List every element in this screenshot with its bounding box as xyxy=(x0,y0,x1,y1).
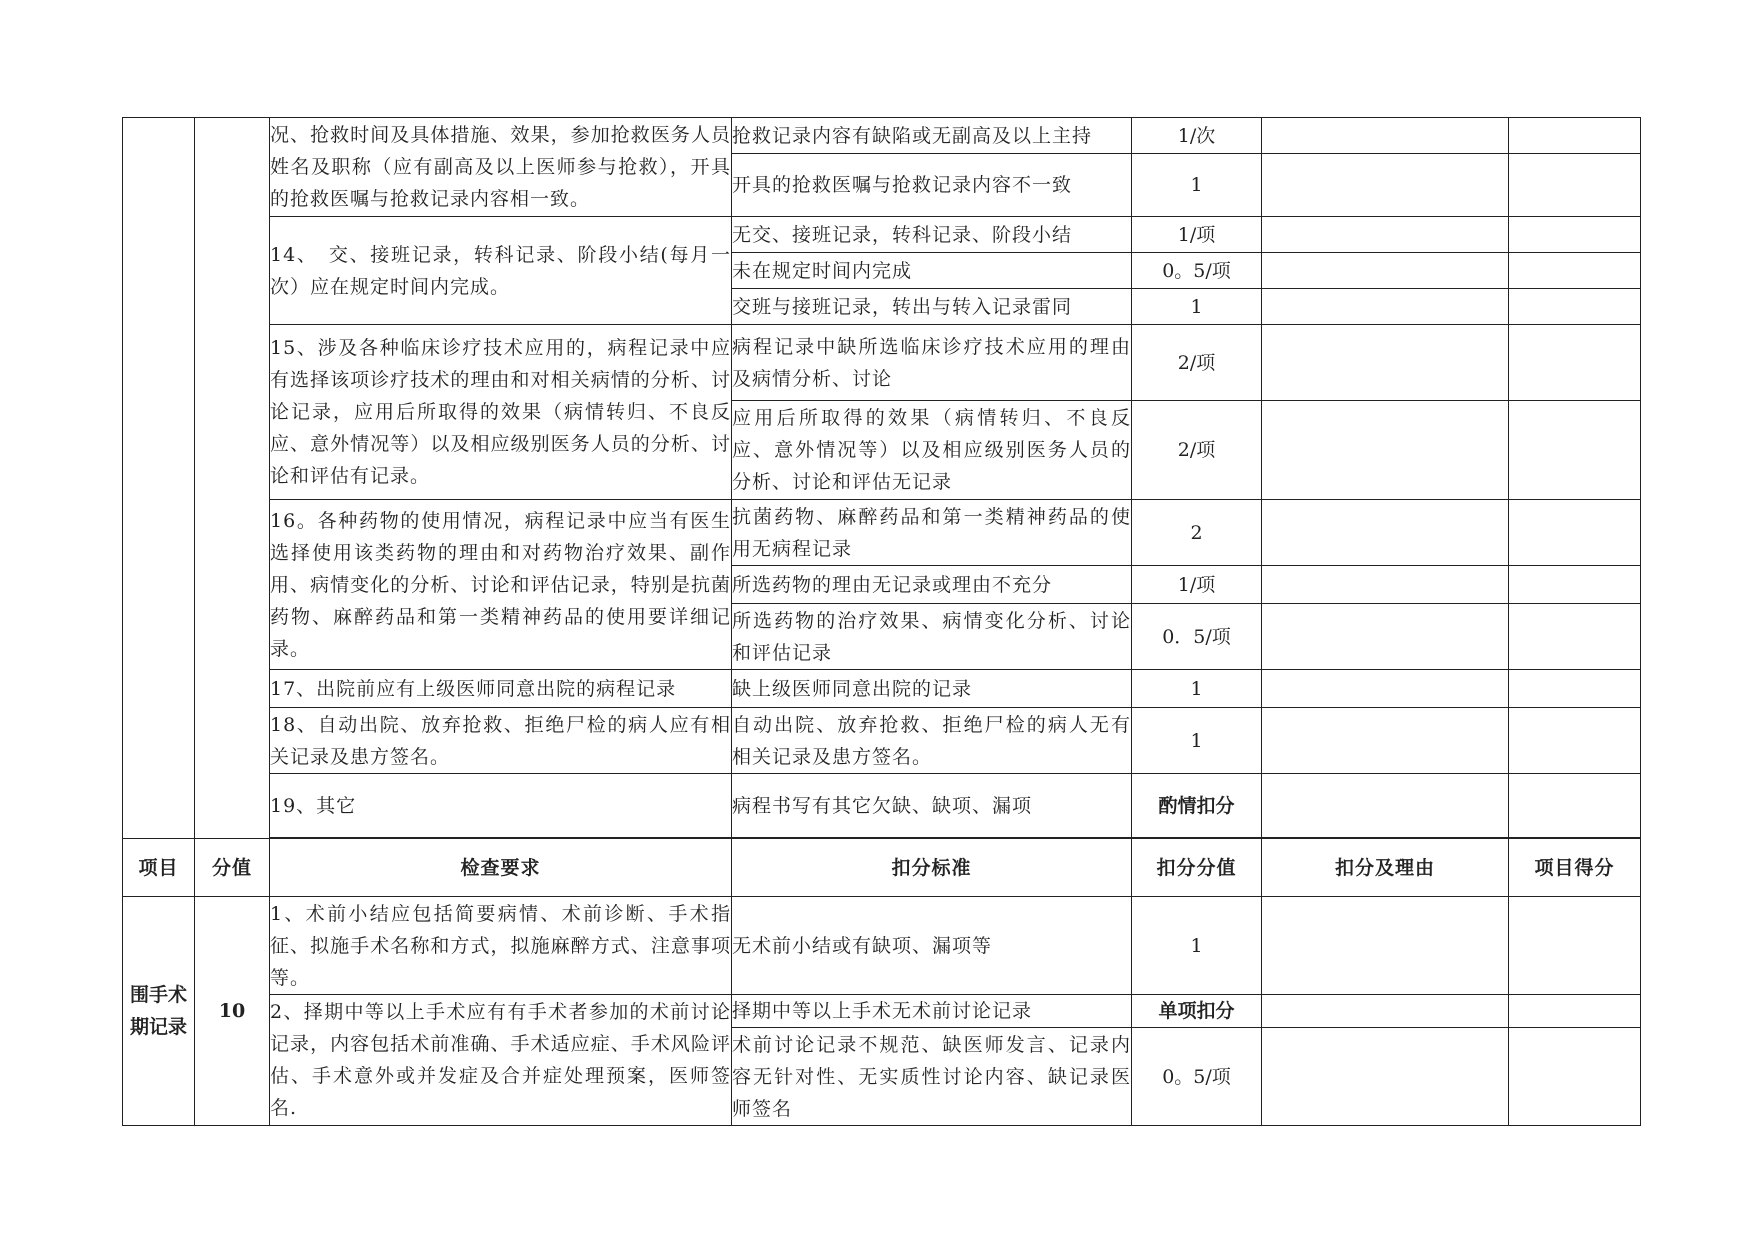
standard-cell: 抗菌药物、麻醉药品和第一类精神药品的使用无病程记录 xyxy=(732,500,1132,566)
requirement-cell: 14、 交、接班记录，转科记录、阶段小结(每月一次）应在规定时间内完成。 xyxy=(270,217,732,325)
requirement-cell: 19、其它 xyxy=(270,774,732,838)
standard-cell: 病程记录中缺所选临床诊疗技术应用的理由及病情分析、讨论 xyxy=(732,325,1132,401)
deduction-value-cell: 1/项 xyxy=(1132,566,1262,604)
item-score-cell[interactable] xyxy=(1509,325,1641,401)
deduction-value-cell: 1 xyxy=(1132,154,1262,217)
deduction-value-cell: 0．5/项 xyxy=(1132,604,1262,670)
deduction-value-cell: 1 xyxy=(1132,670,1262,708)
deduction-value-cell: 0。5/项 xyxy=(1132,1028,1262,1126)
deduction-value-cell: 0。5/项 xyxy=(1132,253,1262,289)
item-score-cell[interactable] xyxy=(1509,217,1641,253)
deduction-value-cell: 1/项 xyxy=(1132,217,1262,253)
deduction-reason-cell[interactable] xyxy=(1262,1028,1509,1126)
standard-cell: 应用后所取得的效果（病情转归、不良反应、意外情况等）以及相应级别医务人员的分析、讨论和评估无记录 xyxy=(732,401,1132,500)
standard-cell: 所选药物的治疗效果、病情变化分析、讨论和评估记录 xyxy=(732,604,1132,670)
requirement-cell: 16。各种药物的使用情况，病程记录中应当有医生选择使用该类药物的理由和对药物治疗效果、副作用、病情变化的分析、讨论和评估记录，特别是抗菌药物、麻醉药品和第一类精神药品的使用要详细记录。 xyxy=(270,500,732,670)
header-standard: 扣分标准 xyxy=(732,839,1132,897)
deduction-value-cell: 单项扣分 xyxy=(1132,995,1262,1028)
standard-cell: 开具的抢救医嘱与抢救记录内容不一致 xyxy=(732,154,1132,217)
item-score-cell[interactable] xyxy=(1509,401,1641,500)
standard-cell: 无术前小结或有缺项、漏项等 xyxy=(732,897,1132,995)
item-cell-continued xyxy=(123,118,195,839)
item-score-cell[interactable] xyxy=(1509,995,1641,1028)
deduction-reason-cell[interactable] xyxy=(1262,774,1509,838)
header-deduction-value: 扣分分值 xyxy=(1132,839,1262,897)
deduction-value-cell: 2 xyxy=(1132,500,1262,566)
deduction-reason-cell[interactable] xyxy=(1262,289,1509,325)
item-score-cell[interactable] xyxy=(1509,289,1641,325)
deduction-reason-cell[interactable] xyxy=(1262,217,1509,253)
section-name: 围手术期记录 xyxy=(123,897,195,1126)
item-score-cell[interactable] xyxy=(1509,500,1641,566)
deduction-reason-cell[interactable] xyxy=(1262,897,1509,995)
standard-cell: 自动出院、放弃抢救、拒绝尸检的病人无有相关记录及患方签名。 xyxy=(732,708,1132,774)
item-score-cell[interactable] xyxy=(1509,670,1641,708)
deduction-reason-cell[interactable] xyxy=(1262,253,1509,289)
standard-cell: 所选药物的理由无记录或理由不充分 xyxy=(732,566,1132,604)
item-score-cell[interactable] xyxy=(1509,566,1641,604)
item-score-cell[interactable] xyxy=(1509,708,1641,774)
deduction-reason-cell[interactable] xyxy=(1262,708,1509,774)
deduction-reason-cell[interactable] xyxy=(1262,325,1509,401)
deduction-reason-cell[interactable] xyxy=(1262,154,1509,217)
header-item-score: 项目得分 xyxy=(1509,839,1641,897)
deduction-reason-cell[interactable] xyxy=(1262,500,1509,566)
item-score-cell[interactable] xyxy=(1509,774,1641,838)
standard-cell: 术前讨论记录不规范、缺医师发言、记录内容无针对性、无实质性讨论内容、缺记录医师签名 xyxy=(732,1028,1132,1126)
deduction-reason-cell[interactable] xyxy=(1262,670,1509,708)
deduction-reason-cell[interactable] xyxy=(1262,566,1509,604)
standard-cell: 缺上级医师同意出院的记录 xyxy=(732,670,1132,708)
deduction-value-cell: 2/项 xyxy=(1132,401,1262,500)
standard-cell: 未在规定时间内完成 xyxy=(732,253,1132,289)
deduction-reason-cell[interactable] xyxy=(1262,995,1509,1028)
item-score-cell[interactable] xyxy=(1509,1028,1641,1126)
section-score: 10 xyxy=(195,897,270,1126)
deduction-reason-cell[interactable] xyxy=(1262,118,1509,154)
item-score-cell[interactable] xyxy=(1509,897,1641,995)
deduction-value-cell: 2/项 xyxy=(1132,325,1262,401)
deduction-value-cell: 1/次 xyxy=(1132,118,1262,154)
inspection-table xyxy=(122,117,1641,1126)
deduction-value-cell: 1 xyxy=(1132,708,1262,774)
header-requirement: 检查要求 xyxy=(270,839,732,897)
standard-cell: 病程书写有其它欠缺、缺项、漏项 xyxy=(732,774,1132,838)
standard-cell: 交班与接班记录，转出与转入记录雷同 xyxy=(732,289,1132,325)
standard-cell: 抢救记录内容有缺陷或无副高及以上主持 xyxy=(732,118,1132,154)
score-cell-continued xyxy=(195,118,270,839)
requirement-cell: 况、抢救时间及具体措施、效果，参加抢救医务人员姓名及职称（应有副高及以上医师参与抢救），开具的抢救医嘱与抢救记录内容相一致。 xyxy=(270,118,732,217)
requirement-cell: 1、术前小结应包括简要病情、术前诊断、手术指征、拟施手术名称和方式，拟施麻醉方式、注意事项等。 xyxy=(270,897,732,995)
item-score-cell[interactable] xyxy=(1509,118,1641,154)
requirement-cell: 15、涉及各种临床诊疗技术应用的，病程记录中应有选择该项诊疗技术的理由和对相关病情的分析、讨论记录，应用后所取得的效果（病情转归、不良反应、意外情况等）以及相应级别医务人员的分析、讨论和评估有记录。 xyxy=(270,325,732,500)
deduction-value-cell: 1 xyxy=(1132,289,1262,325)
header-score: 分值 xyxy=(195,839,270,897)
requirement-cell: 17、出院前应有上级医师同意出院的病程记录 xyxy=(270,670,732,708)
header-deduction-reason: 扣分及理由 xyxy=(1262,839,1509,897)
requirement-cell: 2、择期中等以上手术应有有手术者参加的术前讨论记录，内容包括术前准确、手术适应症、手术风险评估、手术意外或并发症及合并症处理预案，医师签名. xyxy=(270,995,732,1126)
item-score-cell[interactable] xyxy=(1509,604,1641,670)
deduction-value-cell: 酌情扣分 xyxy=(1132,774,1262,838)
standard-cell: 无交、接班记录，转科记录、阶段小结 xyxy=(732,217,1132,253)
deduction-value-cell: 1 xyxy=(1132,897,1262,995)
requirement-cell: 18、自动出院、放弃抢救、拒绝尸检的病人应有相关记录及患方签名。 xyxy=(270,708,732,774)
deduction-reason-cell[interactable] xyxy=(1262,604,1509,670)
header-item: 项目 xyxy=(123,839,195,897)
item-score-cell[interactable] xyxy=(1509,253,1641,289)
deduction-reason-cell[interactable] xyxy=(1262,401,1509,500)
standard-cell: 择期中等以上手术无术前讨论记录 xyxy=(732,995,1132,1028)
item-score-cell[interactable] xyxy=(1509,154,1641,217)
